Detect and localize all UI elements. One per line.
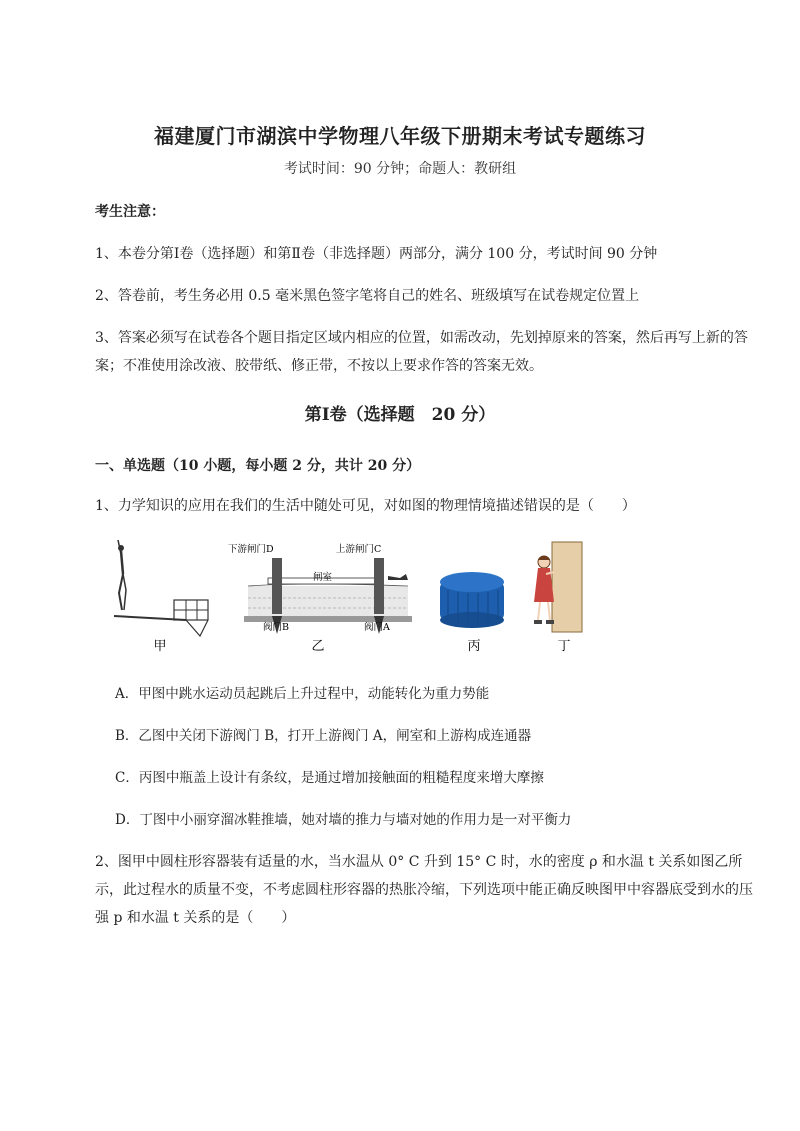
notice-item-2: 2、答卷前，考生务必用 0.5 毫米黑色签字笔将自己的姓名、班级填写在试卷规定位置上 [95, 288, 640, 304]
label-downstream-gate: 下游闸门D [228, 544, 274, 555]
label-lock-chamber: 闸室 [313, 572, 333, 583]
notice-heading: 考生注意： [95, 204, 165, 220]
figure-caption-ding: 丁 [557, 639, 571, 654]
section-title: 第Ⅰ卷（选择题 20 分） [304, 405, 496, 425]
question-2-stem: 2、图甲中圆柱形容器装有适量的水，当水温从 0° C 升到 15° C 时，水的密度 ρ 和水温 t 关系如图乙所示，此过程水的质量不变，不考虑圆柱形容器的热胀冷缩，下列选项中能正确反映图甲中容器底受到水的压强 p 和水温 t 关系的是（ ） [95, 854, 753, 926]
label-upstream-gate: 上游闸门C [336, 544, 382, 555]
question-1-option-b: B．乙图中关闭下游阀门 B，打开上游阀门 A，闸室和上游构成连通器 [115, 728, 532, 744]
bottle-cap-illustration [440, 572, 504, 628]
figure-caption-jia: 甲 [153, 639, 167, 654]
label-valve-a: 阀门A [364, 622, 390, 633]
page-title: 福建厦门市湖滨中学物理八年级下册期末考试专题练习 [154, 124, 646, 148]
question-1-option-c: C．丙图中瓶盖上设计有条纹，是通过增加接触面的粗糙程度来增大摩擦 [115, 770, 544, 786]
label-valve-b: 阀门B [263, 622, 289, 633]
part-heading: 一、单选题（10 小题，每小题 2 分，共计 20 分） [95, 458, 421, 474]
girl-pushing-wall-illustration [534, 542, 582, 632]
figure-caption-yi: 乙 [311, 639, 325, 654]
exam-info: 考试时间：90 分钟；命题人：教研组 [283, 161, 517, 177]
question-1-option-a: A．甲图中跳水运动员起跳后上升过程中，动能转化为重力势能 [115, 686, 490, 702]
notice-item-1: 1、本卷分第Ⅰ卷（选择题）和第Ⅱ卷（非选择题）两部分，满分 100 分，考试时间 90 分钟 [95, 246, 658, 262]
diver-illustration [114, 540, 208, 636]
question-1-figure [108, 538, 668, 660]
question-1-stem: 1、力学知识的应用在我们的生活中随处可见，对如图的物理情境描述错误的是（ ） [95, 498, 636, 514]
question-1-option-d: D．丁图中小丽穿溜冰鞋推墙，她对墙的推力与墙对她的作用力是一对平衡力 [115, 812, 572, 828]
notice-item-3: 3、答案必须写在试卷各个题目指定区域内相应的位置，如需改动，先划掉原来的答案，然后再写上新的答案；不准使用涂改液、胶带纸、修正带，不按以上要求作答的答案无效。 [95, 330, 748, 374]
figure-caption-bing: 丙 [467, 639, 481, 654]
